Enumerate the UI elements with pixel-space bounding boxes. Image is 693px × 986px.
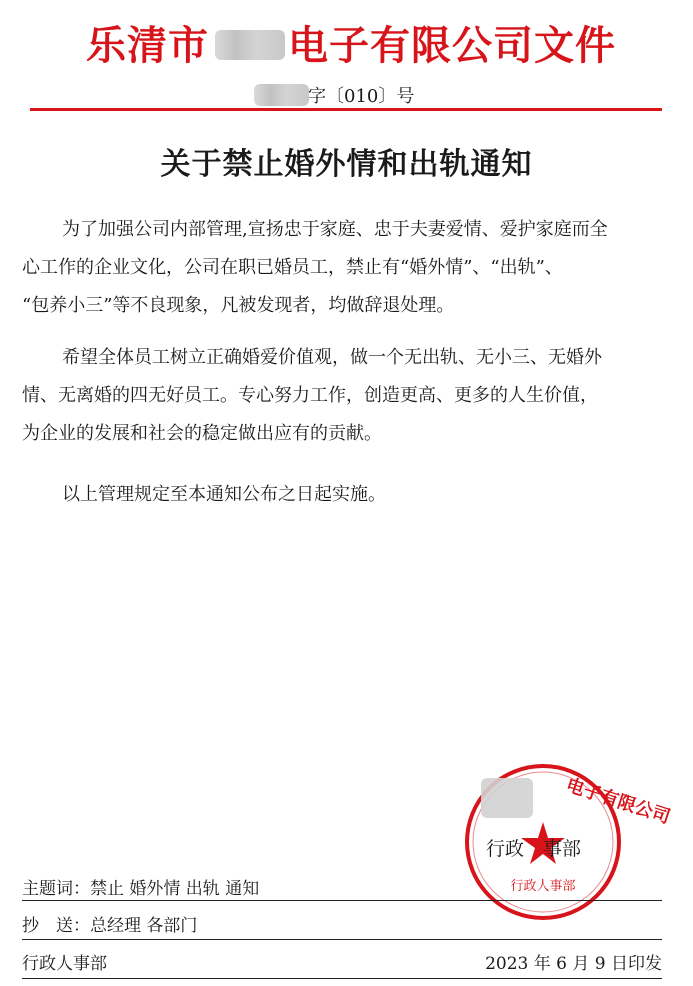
keywords-line: 主题词：禁止 婚外情 出轨 通知 — [22, 879, 260, 899]
paragraph-line: “包养小三”等不良现象，凡被发现者，均做辞退处理。 — [22, 295, 455, 316]
svg-text:行政人事部: 行政人事部 — [510, 879, 576, 894]
paragraph-1 — [22, 211, 662, 325]
footer-rule — [22, 978, 662, 979]
footer-rule — [22, 939, 662, 940]
issuer: 行政人事部 — [22, 954, 107, 974]
signing-department: 行政 事部 — [486, 838, 582, 860]
paragraph-line: 以上管理规定至本通知公布之日起实施。 — [62, 484, 386, 505]
footer-rule — [22, 900, 662, 901]
issue-date: 2023 年 6 月 9 日印发 — [485, 954, 662, 974]
company-name-suffix: 电子有限公司文件 — [288, 22, 616, 69]
paragraph-3 — [22, 476, 662, 514]
document-header — [0, 8, 693, 68]
document-number: 字〔010〕号 — [308, 86, 415, 107]
paragraph-line: 希望全体员工树立正确婚爱价值观，做一个无出轨、无小三、无婚外 — [62, 347, 602, 368]
notice-title: 关于禁止婚外情和出轨通知 — [160, 147, 533, 182]
header-red-rule — [30, 108, 662, 111]
redacted-doc-prefix — [254, 84, 309, 106]
paragraph-2 — [22, 339, 662, 453]
svg-text:电子有限公司: 电子有限公司 — [563, 774, 673, 829]
paragraph-line: 为了加强公司内部管理,宣扬忠于家庭、忠于夫妻爱情、爱护家庭而全 — [62, 219, 608, 240]
paragraph-line: 情、无离婚的四无好员工。专心努力工作，创造更高、更多的人生价值， — [22, 385, 598, 406]
paragraph-line: 为企业的发展和社会的稳定做出应有的贡献。 — [22, 423, 382, 444]
cc-line: 抄 送：总经理 各部门 — [22, 916, 198, 936]
redacted-company-name — [215, 30, 285, 60]
paragraph-line: 心工作的企业文化，公司在职已婚员工，禁止有“婚外情”、“出轨”、 — [22, 257, 563, 278]
company-name-prefix: 乐清市 — [86, 22, 209, 69]
